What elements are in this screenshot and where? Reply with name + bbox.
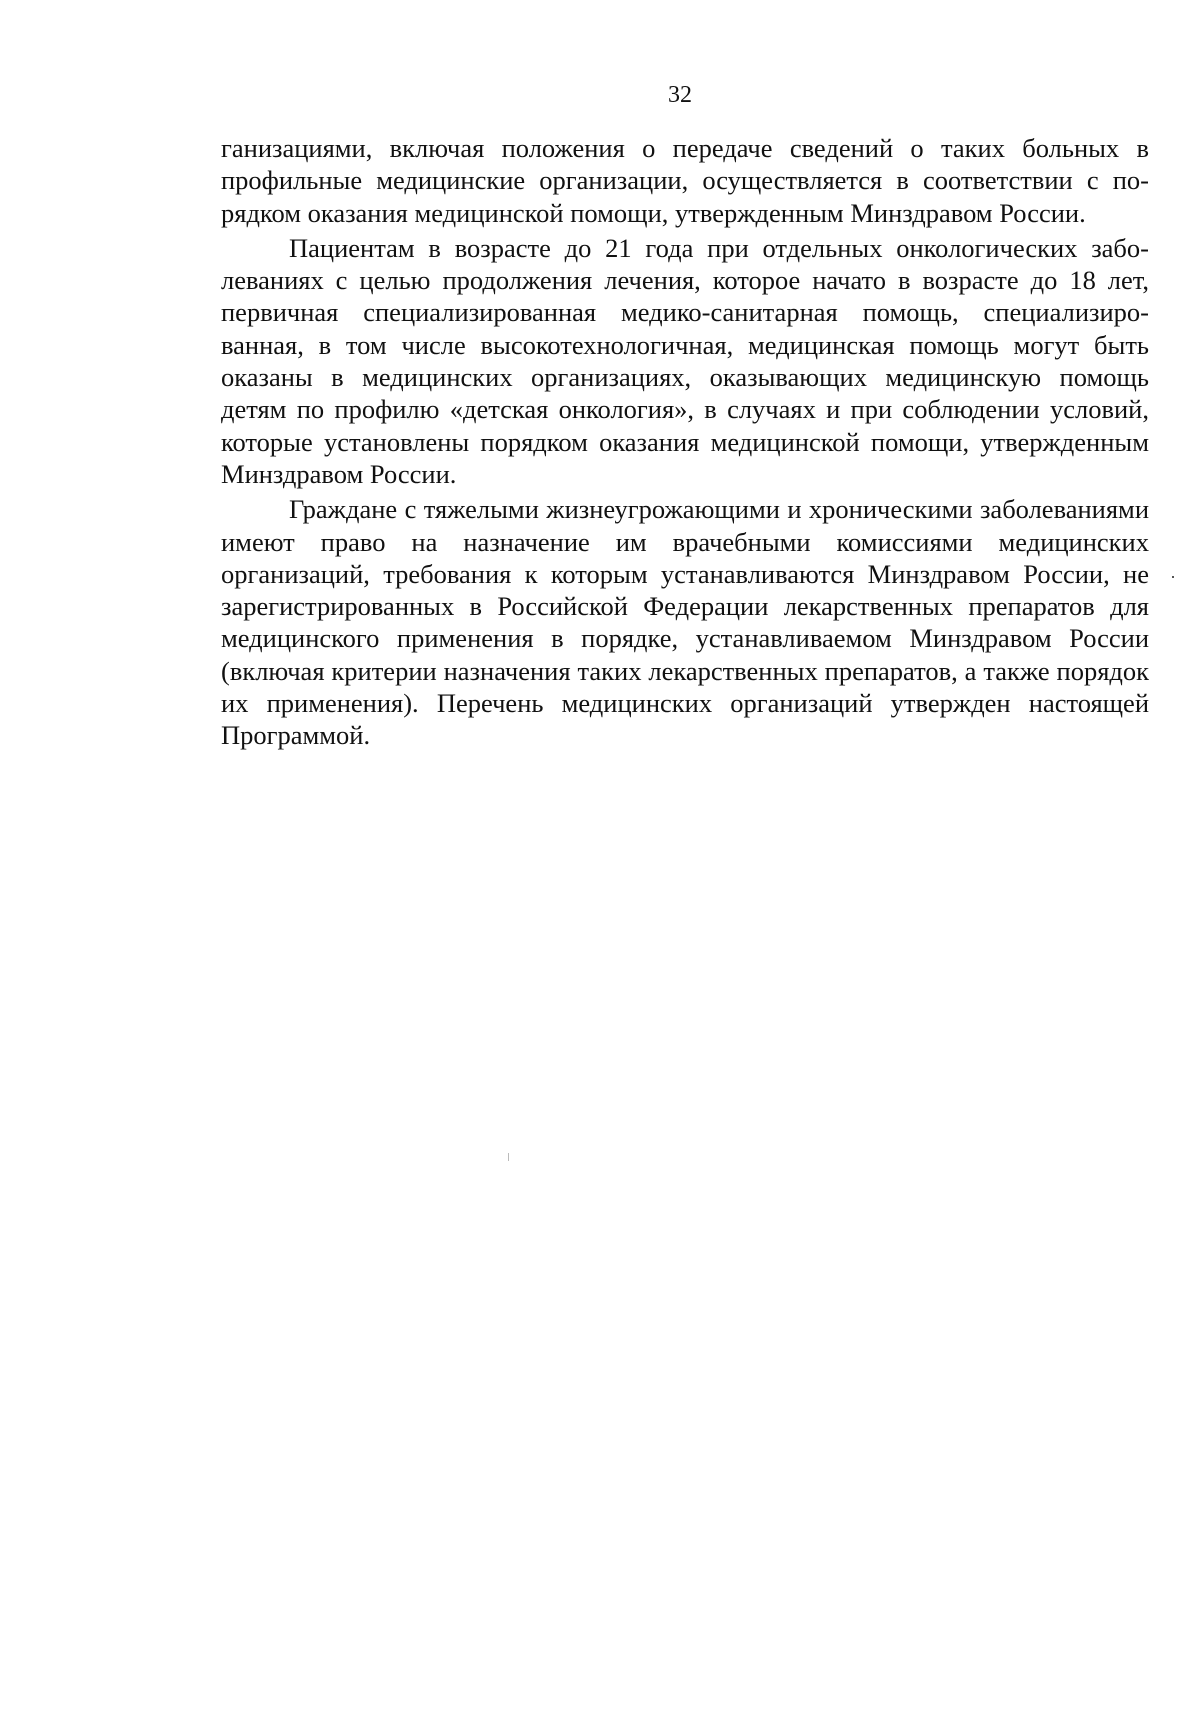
page-number: 32	[668, 82, 692, 108]
document-body	[221, 132, 1149, 755]
paragraph-continuation: ганизациями, включая положения о передаче сведений о таких больных в профильные медицинские организации, осуществляется в соответствии с порядком оказания медицинской помощи, утвержденным Минздравом России.	[221, 133, 1149, 228]
scan-artifact-line	[508, 1153, 509, 1161]
paragraph-unregistered-drugs: Граждане с тяжелыми жизнеугрожающими и хроническими заболеваниями имеют право на назначение им врачебными комиссиями медицинских организаций, требования к которым устанавливаются Минздравом России, не зарегистрированных в Российской Федерации лекарственных препаратов для медицинского применения в порядке, устанавливаемом Минздравом России (включая критерии назначения таких лекарственных препаратов, а также порядок их применения). Перечень медицинских организаций утвержден настоящей Программой.	[221, 494, 1149, 751]
scan-artifact-dot	[1172, 576, 1174, 578]
paragraph-oncology-patients: Пациентам в возрасте до 21 года при отдельных онкологических заболеваниях с целью продолжения лечения, которое начато в возрасте до 18 лет, первичная специализированная медико-санитарная помощь, специализированная, в том числе высокотехнологичная, медицинская помощь могут быть оказаны в медицинских организациях, оказывающих медицинскую помощь детям по профилю «детская онкология», в случаях и при соблюдении условий, которые установлены порядком оказания медицинской помощи, утвержденным Минздравом России.	[221, 232, 1149, 489]
